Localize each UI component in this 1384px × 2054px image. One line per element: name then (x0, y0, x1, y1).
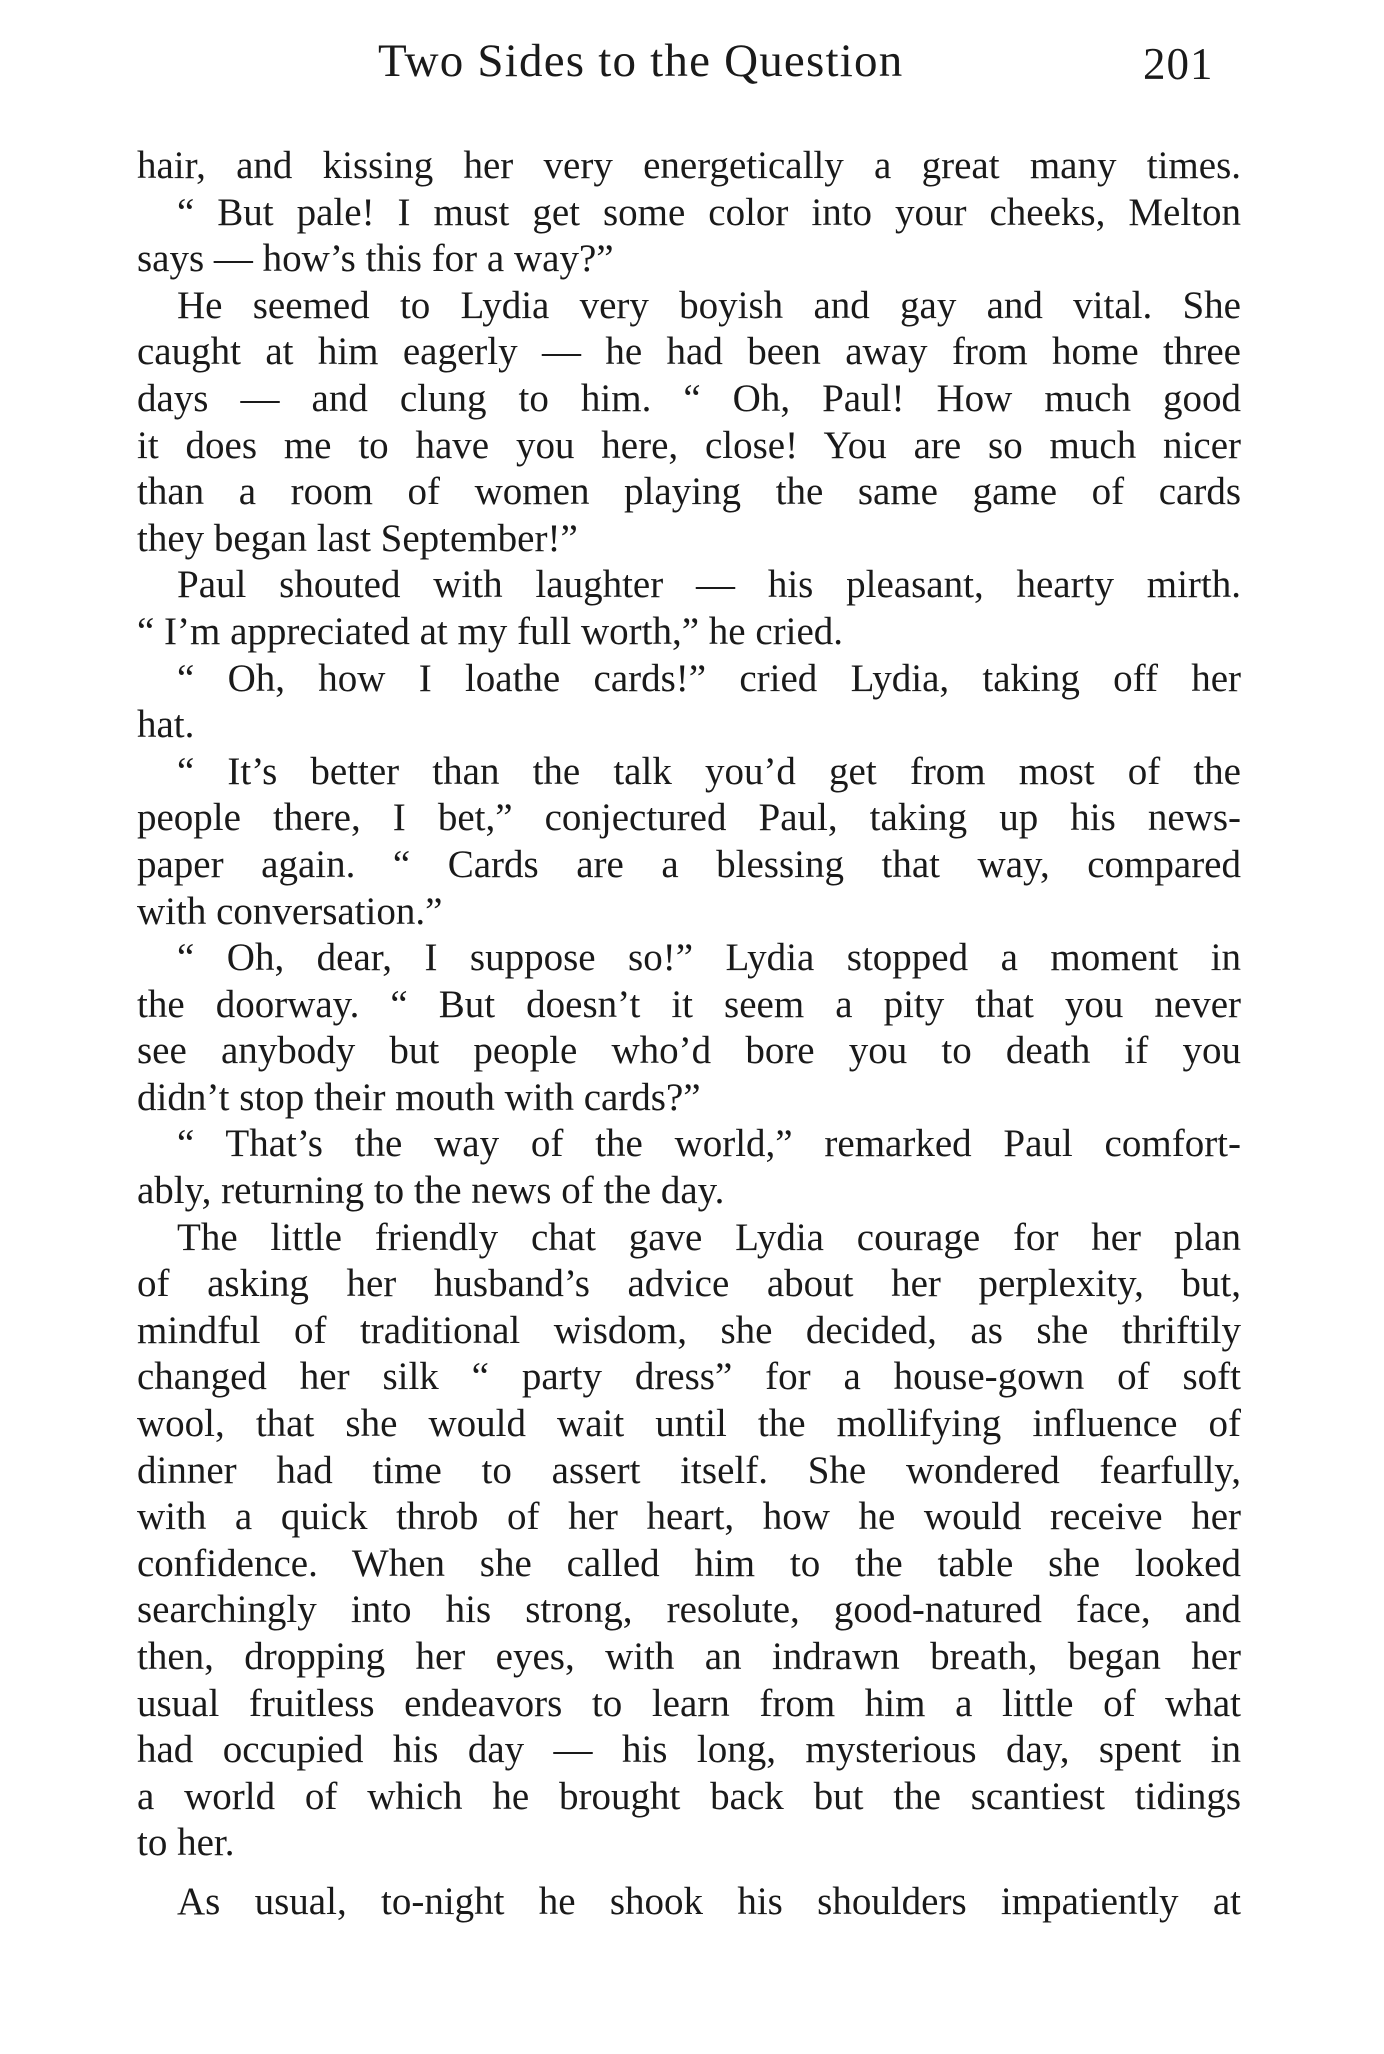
text-line: a world of which he brought back but the scantiest tidings (137, 1774, 1241, 1818)
running-title: Two Sides to the Question (378, 35, 904, 87)
text-line: “ Oh, dear, I suppose so!” Lydia stopped a moment in (177, 936, 1241, 980)
text-line: the doorway. “ But doesn’t it seem a pity that you never (137, 982, 1241, 1026)
text-line: with a quick throb of her heart, how he would receive her (137, 1495, 1241, 1539)
text-line: hat. (137, 703, 195, 747)
text-line: didn’t stop their mouth with cards?” (137, 1075, 701, 1119)
text-line: dinner had time to assert itself. She wondered fearfully, (137, 1448, 1241, 1492)
text-line: caught at him eagerly — he had been away from home three (137, 330, 1241, 374)
text-line: paper again. “ Cards are a blessing that way, compared (137, 842, 1241, 886)
text-line: with conversation.” (137, 889, 443, 933)
text-line: they began last September!” (137, 516, 578, 560)
text-line: “ That’s the way of the world,” remarked Paul comfort- (177, 1122, 1241, 1166)
text-line: says — how’s this for a way?” (137, 237, 614, 281)
text-line: “ Oh, how I loathe cards!” cried Lydia, taking off her (177, 656, 1241, 700)
text-line: The little friendly chat gave Lydia courage for her plan (177, 1215, 1241, 1259)
text-line: “ It’s better than the talk you’d get from most of the (177, 749, 1241, 793)
text-line: had occupied his day — his long, mysterious day, spent in (137, 1728, 1241, 1772)
text-line: wool, that she would wait until the mollifying influence of (137, 1402, 1241, 1446)
text-line: “ I’m appreciated at my full worth,” he cried. (137, 609, 844, 653)
text-line: to her. (137, 1821, 235, 1865)
body-text (137, 143, 1241, 1926)
text-line: usual fruitless endeavors to learn from him a little of what (137, 1681, 1241, 1725)
text-line: searchingly into his strong, resolute, good-natured face, and (137, 1588, 1241, 1632)
text-line: confidence. When she called him to the table she looked (137, 1541, 1241, 1585)
text-line: it does me to have you here, close! You are so much nicer (137, 423, 1241, 467)
text-line: Paul shouted with laughter — his pleasant, hearty mirth. (177, 563, 1241, 607)
text-line: days — and clung to him. “ Oh, Paul! How much good (137, 376, 1241, 420)
text-line: then, dropping her eyes, with an indrawn breath, began her (137, 1635, 1241, 1678)
page-number: 201 (1143, 39, 1214, 89)
text-line: “ But pale! I must get some color into your cheeks, Melton (177, 190, 1241, 234)
text-line: ably, returning to the news of the day. (137, 1169, 725, 1213)
text-line: of asking her husband’s advice about her perplexity, but, (137, 1262, 1241, 1306)
text-line: see anybody but people who’d bore you to death if you (137, 1029, 1241, 1073)
text-line: As usual, to-night he shook his shoulders impatiently at (177, 1879, 1241, 1923)
text-line: changed her silk “ party dress” for a house-gown of soft (137, 1355, 1241, 1399)
text-line: mindful of traditional wisdom, she decided, as she thriftily (137, 1308, 1241, 1352)
text-line: people there, I bet,” conjectured Paul, taking up his news- (137, 796, 1241, 840)
text-line: He seemed to Lydia very boyish and gay and vital. She (177, 283, 1241, 327)
text-line: than a room of women playing the same game of cards (137, 470, 1241, 514)
text-line: hair, and kissing her very energetically a great many times. (137, 144, 1241, 187)
